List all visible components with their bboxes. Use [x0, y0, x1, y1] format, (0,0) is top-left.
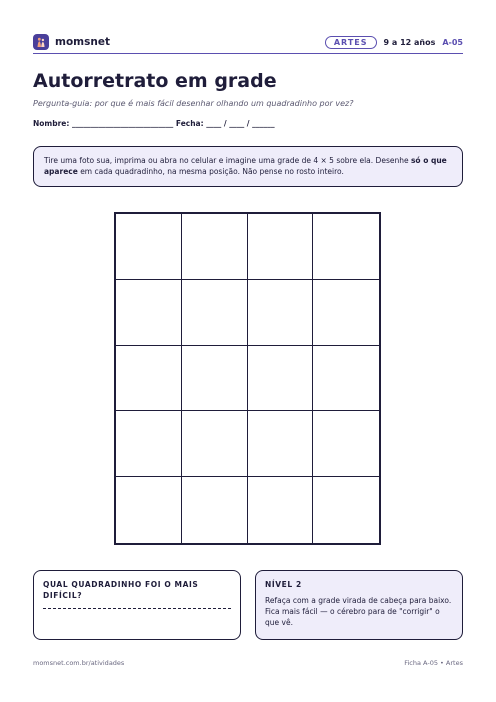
- grid-cell[interactable]: [313, 214, 379, 280]
- grid-cell[interactable]: [116, 477, 182, 543]
- grid-cell[interactable]: [182, 280, 248, 346]
- answer-line[interactable]: [43, 608, 231, 609]
- instructions-text-end: em cada quadradinho, na mesma posição. Não pense no rosto inteiro.: [77, 167, 344, 177]
- grid-cell[interactable]: [116, 214, 182, 280]
- footer-url[interactable]: momsnet.com.br/atividades: [33, 659, 125, 667]
- page-title: Autorretrato em grade: [33, 70, 277, 92]
- level-2-title: NÍVEL 2: [265, 580, 302, 589]
- instructions-box: [33, 146, 463, 187]
- brand-name: momsnet: [55, 36, 110, 48]
- grid-cell[interactable]: [182, 346, 248, 412]
- grid-cell[interactable]: [248, 280, 314, 346]
- grid-cell[interactable]: [182, 477, 248, 543]
- header-divider: [33, 53, 463, 54]
- footer-sheet-label: Ficha A-05 • Artes: [404, 659, 463, 667]
- grid-cell[interactable]: [248, 214, 314, 280]
- grid-cell[interactable]: [116, 411, 182, 477]
- instructions-text-start: Tire uma foto sua, imprima ou abra no celular e imagine uma grade de 4 × 5 sobre ela. Desenhe: [44, 156, 411, 165]
- grid-cell[interactable]: [313, 477, 379, 543]
- page-footer: [33, 659, 463, 667]
- grid-cell[interactable]: [248, 411, 314, 477]
- level-2-box: [255, 570, 463, 640]
- grid-cell[interactable]: [248, 477, 314, 543]
- reflection-question: QUAL QUADRADINHO FOI O MAIS DIFÍCIL?: [43, 580, 199, 600]
- grid-cell[interactable]: [313, 346, 379, 412]
- grid-cell[interactable]: [116, 346, 182, 412]
- subject-badge: ARTES: [325, 36, 377, 49]
- instructions-emphasis: só o que aparece: [44, 156, 447, 177]
- logo-icon: [33, 34, 49, 50]
- grid-cell[interactable]: [182, 214, 248, 280]
- page-header: [33, 32, 463, 52]
- grid-cell[interactable]: [116, 280, 182, 346]
- level-2-text: Refaça com a grade virada de cabeça para baixo. Fica mais fácil — o cérebro para de "corrigir" o que vê.: [265, 595, 452, 628]
- name-date-field: Nombre: ___________________________ Fecha: ____ / ____ / ______: [33, 119, 275, 128]
- guiding-question: Pergunta-guia: por que é mais fácil desenhar olhando um quadradinho por vez?: [33, 99, 354, 108]
- grid-cell[interactable]: [313, 280, 379, 346]
- grid-cell[interactable]: [182, 411, 248, 477]
- drawing-grid[interactable]: [114, 212, 381, 545]
- age-range: 9 a 12 años: [383, 37, 436, 47]
- reflection-box: [33, 570, 241, 640]
- grid-cell[interactable]: [313, 411, 379, 477]
- grid-cell[interactable]: [248, 346, 314, 412]
- activity-code: A-05: [442, 37, 463, 47]
- brand[interactable]: [33, 34, 110, 50]
- header-meta: [325, 36, 463, 49]
